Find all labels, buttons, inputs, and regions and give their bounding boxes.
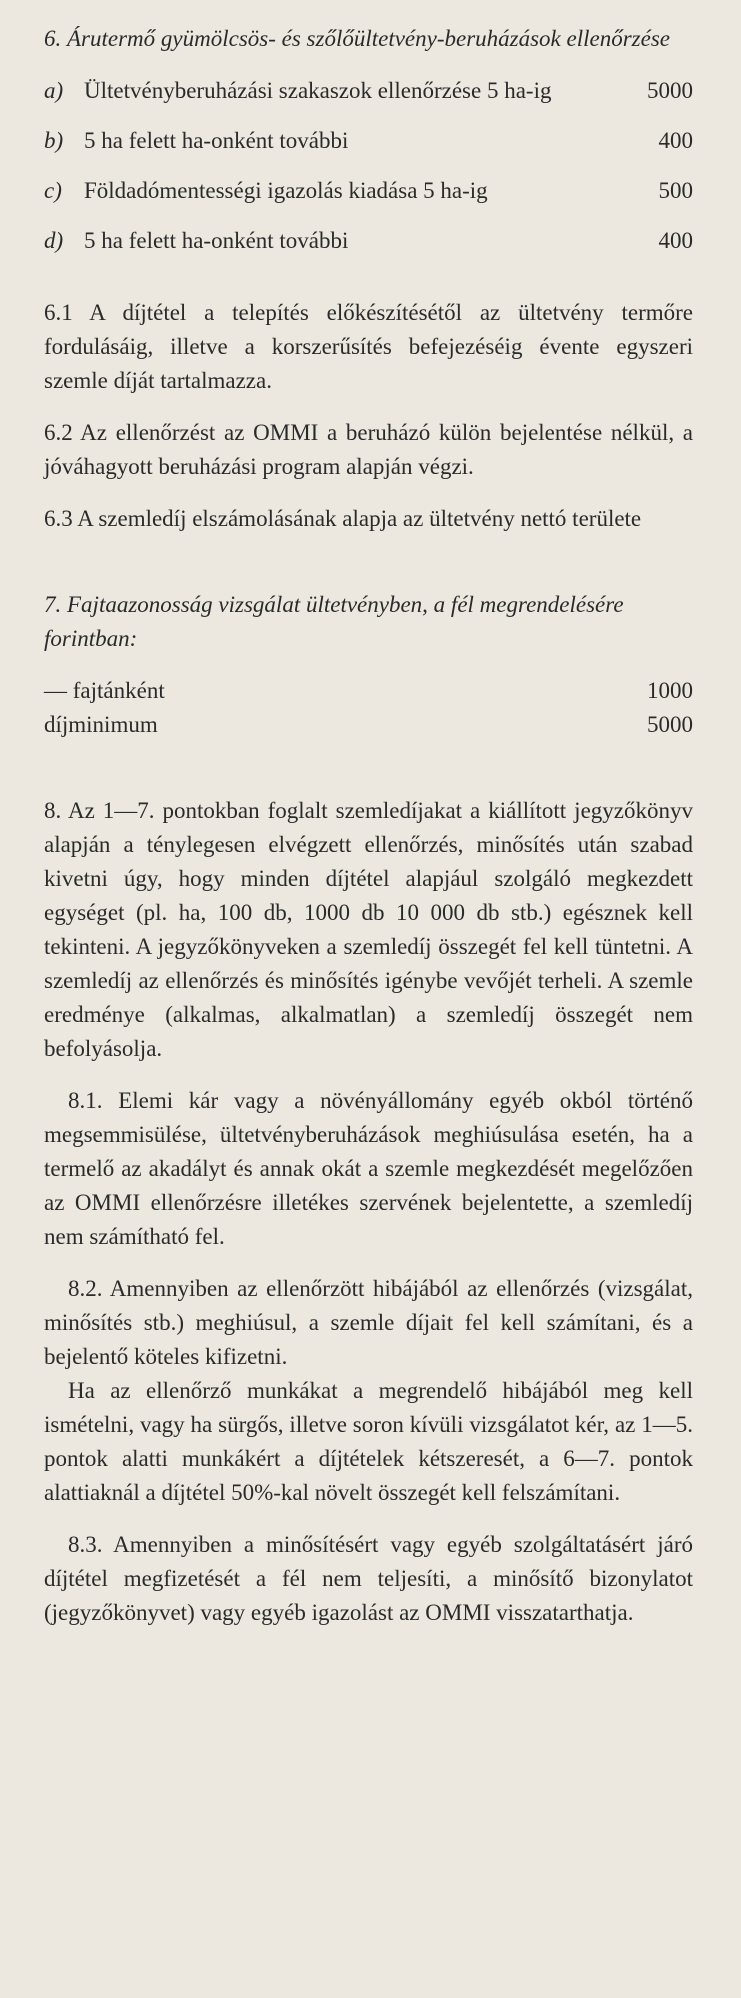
note-6-3: 6.3 A szemledíj elszámolásának alapja az ültetvény nettó területe (44, 506, 642, 531)
fee-row-mark: a) (44, 78, 64, 103)
fee-row-text: Földadómentességi igazolás kiadása 5 ha-ig (84, 178, 488, 203)
fee-row-value: 1000 (647, 678, 693, 703)
fee-row-b (44, 124, 693, 158)
fee-row-value: 5000 (647, 712, 693, 737)
fee-row-minimum (44, 708, 693, 742)
fee-row-value: 400 (658, 128, 693, 153)
note-6-1: 6.1 A díjtétel a telepítés előkészítésétől az ültetvény termőre fordulásáig, illetve a korszerűsítés befejezéséig évente egyszeri szemle díját tartalmazza. (44, 300, 693, 393)
fee-row-c (44, 174, 693, 208)
fee-row-mark: b) (44, 128, 64, 153)
paragraph-8: 8. Az 1—7. pontokban foglalt szemledíjakat a kiállított jegyzőkönyv alapján a ténylegesen elvégzett ellenőrzés, minősítés után szabad kivetni úgy, hogy minden díjtétel alapjául szolgáló megkezdett egységet (pl. ha, 100 db, 1000 db 10 000 db stb.) egésznek kell tekinteni. A jegyzőkönyveken a szemledíj összegét fel kell tüntetni. A szemledíj az ellenőrzés és minősítés igénybe vevőjét terheli. A szemle eredménye (alkalmas, alkalmatlan) a szemledíj összegét nem befolyásolja. (44, 798, 693, 1061)
section-6-heading: 6. Árutermő gyümölcsös- és szőlőültetvény-beruházások ellenőrzése (44, 26, 670, 51)
fee-row-mark: d) (44, 228, 64, 253)
paragraph-8-1: 8.1. Elemi kár vagy a növényállomány egyéb okból történő megsemmisülése, ültetvényberuházások meghiúsulása esetén, ha a termelő az akadályt és annak okát a szemle megkezdését megelőzően az OMMI ellenőrzésre illetékes szervének bejelentette, a szemledíj nem számítható fel. (44, 1088, 693, 1249)
fee-row-mark: c) (44, 178, 62, 203)
fee-row-label: díjminimum (44, 712, 158, 737)
paragraph-8-3: 8.3. Amennyiben a minősítésért vagy egyéb szolgáltatásért járó díjtétel megfizetését a fél nem teljesíti, a minősítő bizonylatot (jegyzőkönyvet) vagy egyéb igazolást az OMMI visszatarthatja. (44, 1532, 693, 1625)
fee-row-d (44, 224, 693, 258)
paragraph-8-2-continued: Ha az ellenőrző munkákat a megrendelő hibájából meg kell ismételni, vagy ha sürgős, illetve soron kívüli vizsgálatot kér, az 1—5. pontok alatti munkákért a díjtételek kétszeresét, a 6—7. pontok alattiaknál a díjtétel 50%-kal növelt összegét kell felszámítani. (44, 1378, 693, 1505)
fee-row-text: Ültetvényberuházási szakaszok ellenőrzése 5 ha-ig (84, 78, 552, 103)
fee-row-label: — fajtánként (44, 678, 165, 703)
fee-row-value: 500 (658, 178, 693, 203)
fee-row-variety (44, 674, 693, 708)
fee-row-text: 5 ha felett ha-onként további (84, 128, 349, 153)
fee-row-text: 5 ha felett ha-onként további (84, 228, 349, 253)
paragraph-8-2: 8.2. Amennyiben az ellenőrzött hibájából az ellenőrzés (vizsgálat, minősítés stb.) meghiúsul, a szemle díjait fel kell számítani, és a bejelentő köteles kifizetni. (44, 1276, 693, 1369)
fee-row-value: 5000 (647, 78, 693, 103)
fee-row-value: 400 (658, 228, 693, 253)
fee-row-a (44, 74, 693, 108)
section-7-heading: 7. Fajtaazonosság vizsgálat ültetvényben, a fél megrendelésére forintban: (44, 592, 624, 651)
note-6-2: 6.2 Az ellenőrzést az OMMI a beruházó külön bejelentése nélkül, a jóváhagyott beruházási program alapján végzi. (44, 420, 693, 479)
